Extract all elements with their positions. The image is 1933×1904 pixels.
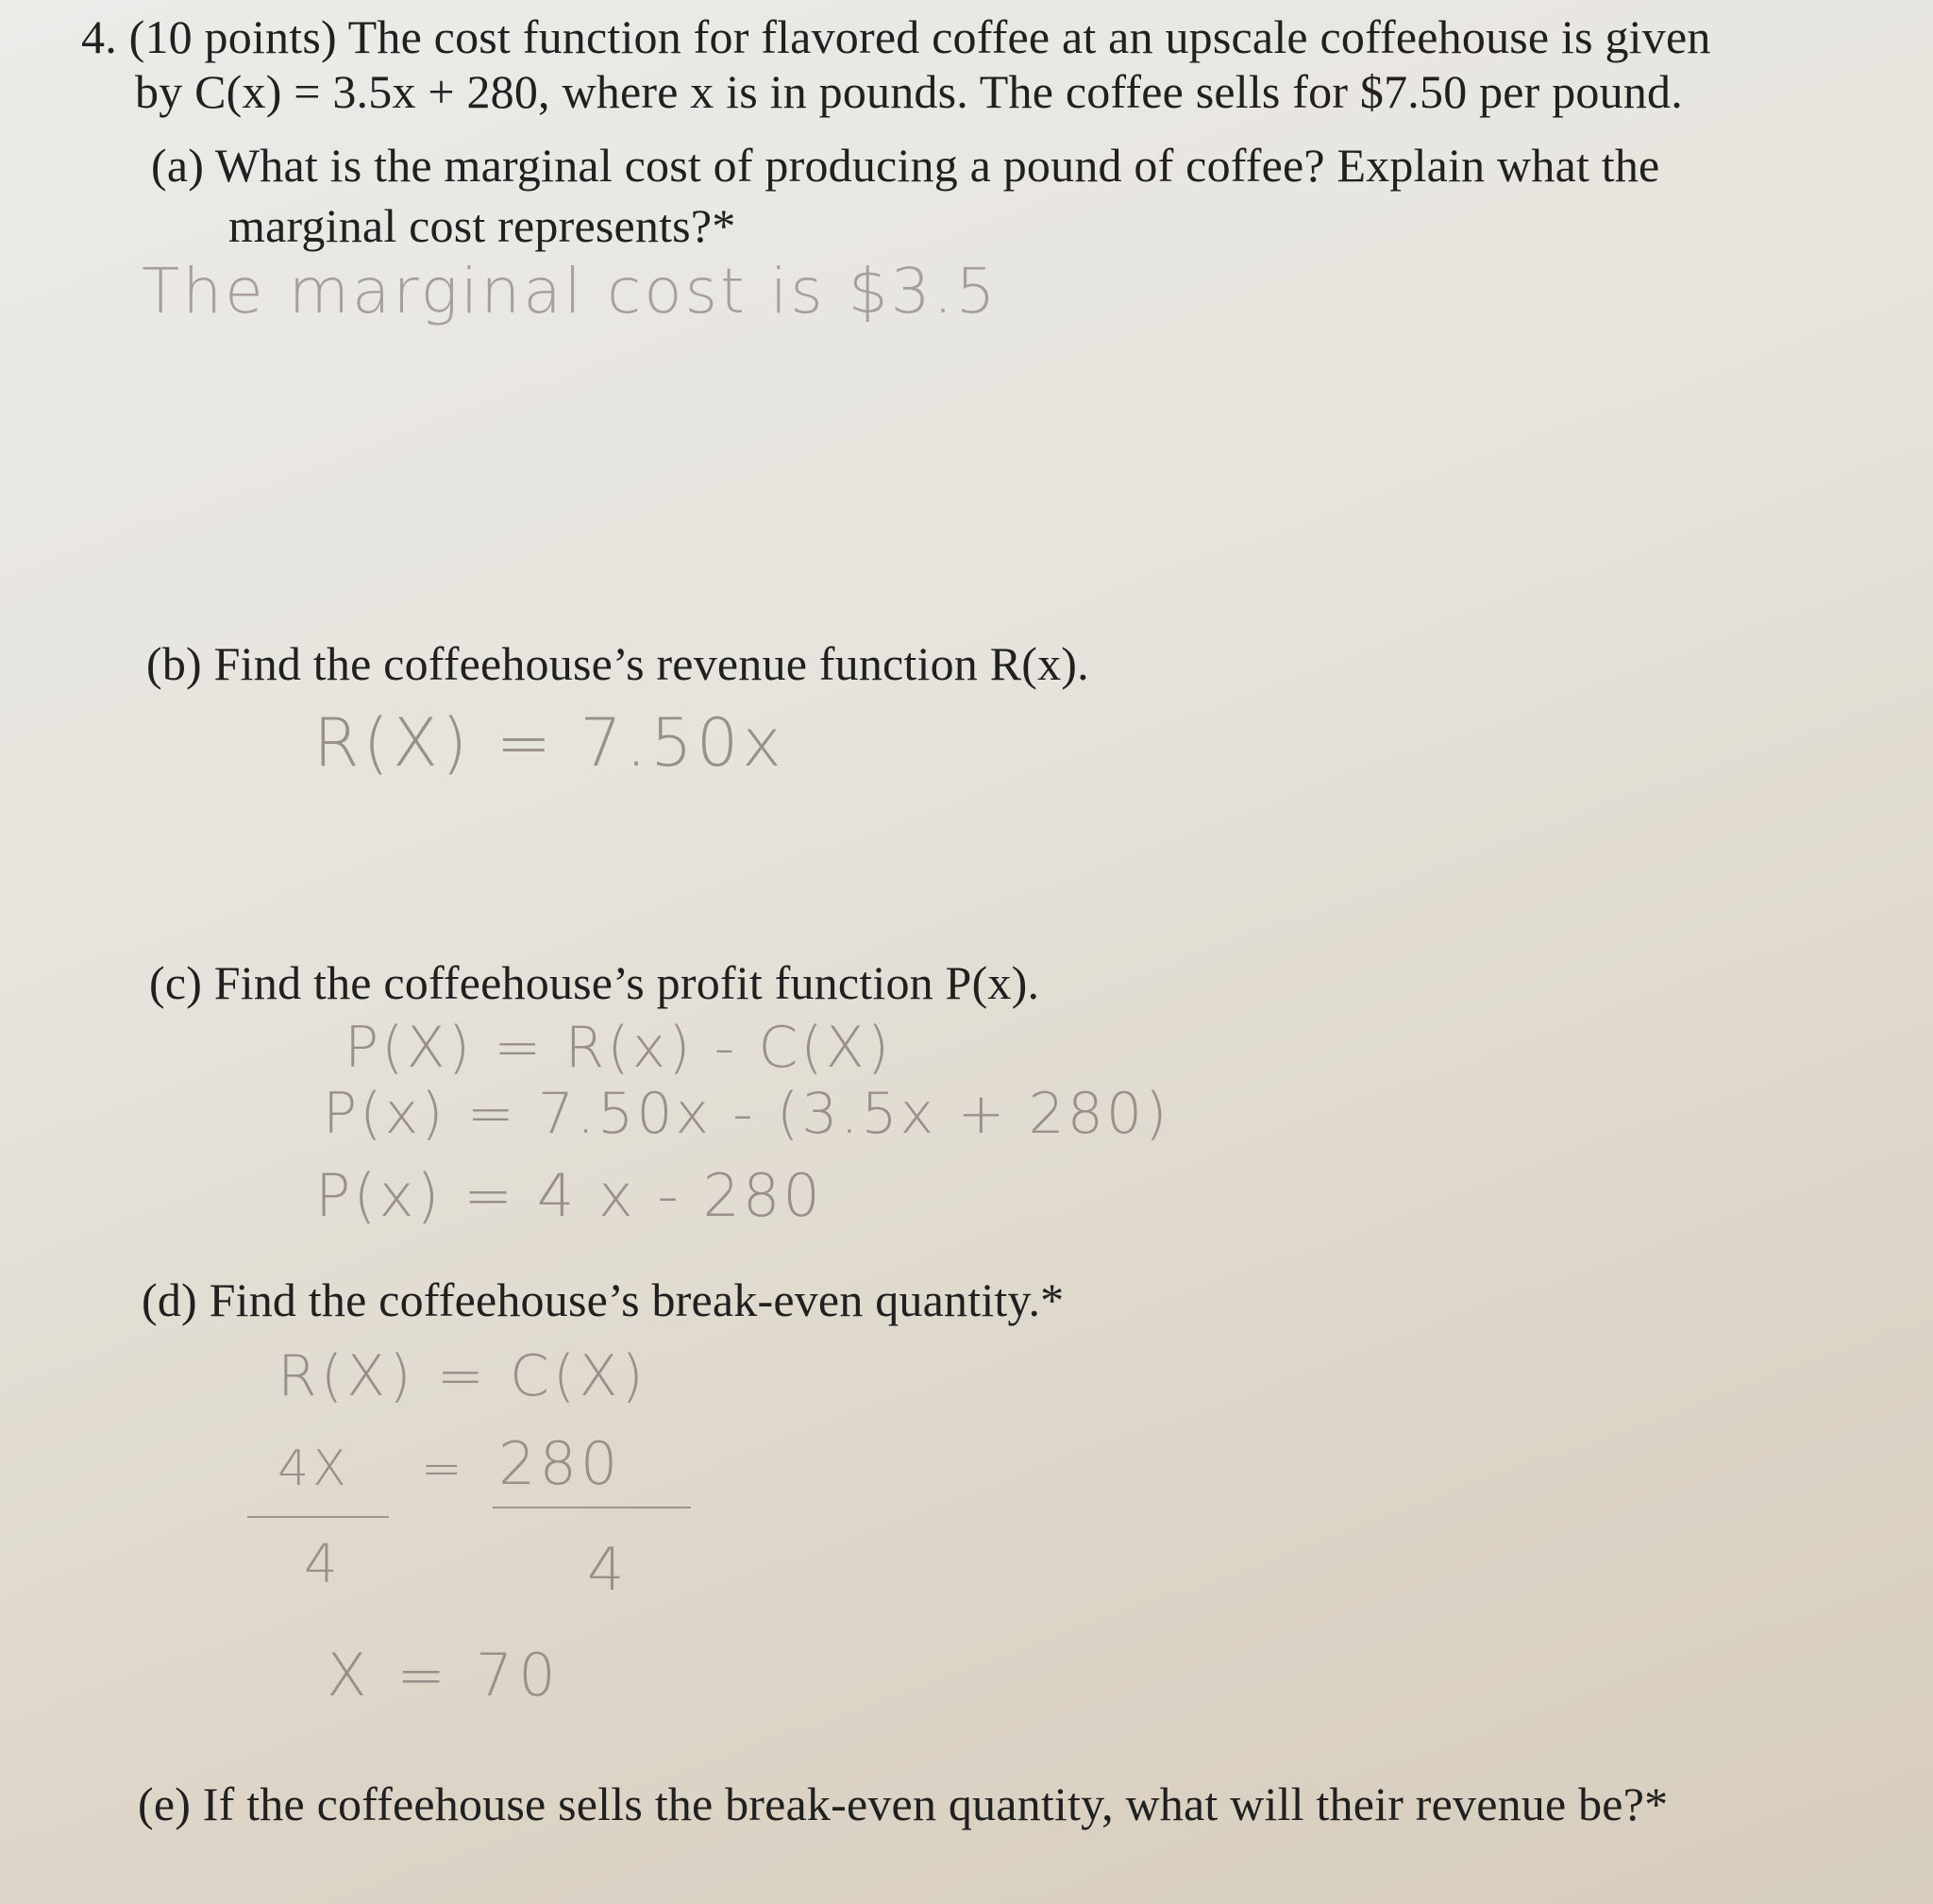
part-d-numerator-right: 280 [498, 1429, 622, 1498]
part-d-numerator-left: 4X [277, 1441, 350, 1497]
part-c-work-line-3: P(x) = 4 x - 280 [315, 1161, 823, 1230]
part-d-result: X = 70 [327, 1641, 562, 1710]
part-b-prompt: (b) Find the coffeehouse’s revenue function R(x). [146, 637, 1089, 690]
part-d-denominator-right: 4 [587, 1535, 625, 1604]
part-a-prompt-line-2: marginal cost represents?* [228, 199, 736, 252]
part-c-work-line-1: P(X) = R(x) - C(X) [345, 1015, 893, 1081]
part-b-answer: R(X) = 7.50x [313, 704, 785, 782]
part-d-equals-sign: = [421, 1441, 462, 1497]
part-e-prompt: (e) If the coffeehouse sells the break-even quantity, what will their revenue be?* [138, 1778, 1669, 1830]
part-a-prompt-line-1: (a) What is the marginal cost of producing a pound of coffee? Explain what the [151, 139, 1660, 192]
part-d-denominator-left: 4 [304, 1534, 338, 1595]
part-c-prompt: (c) Find the coffeehouse’s profit function P(x). [149, 956, 1040, 1009]
fraction-bar-left [247, 1516, 389, 1518]
fraction-bar-right [493, 1507, 691, 1508]
question-line-2: by C(x) = 3.5x + 280, where x is in pounds. The coffee sells for $7.50 per pound. [135, 65, 1683, 118]
question-line-1: 4. (10 points) The cost function for flavored coffee at an upscale coffeehouse is given [81, 10, 1711, 63]
part-c-work-line-2: P(x) = 7.50x - (3.5x + 280) [323, 1081, 1170, 1147]
part-d-prompt: (d) Find the coffeehouse’s break-even quantity.* [142, 1273, 1065, 1326]
part-d-work-line-1: R(X) = C(X) [277, 1343, 647, 1409]
part-a-answer: The marginal cost is $3.5 [142, 255, 999, 328]
